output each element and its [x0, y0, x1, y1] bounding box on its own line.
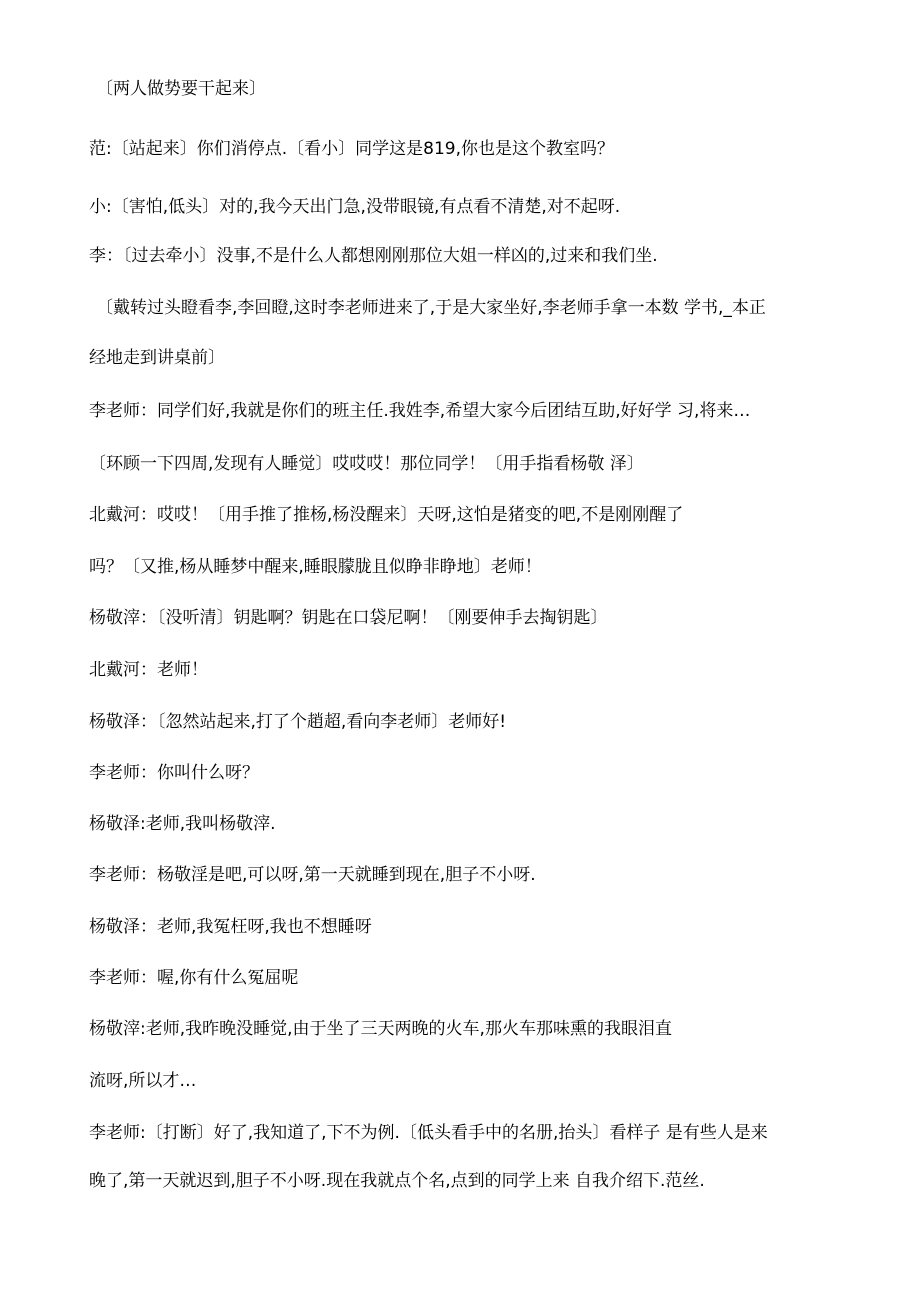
text-line: 杨敬泽：老师,我冤枉呀,我也不想睡呀	[89, 917, 372, 937]
text-line: 北戴河：哎哎！〔用手推了推杨,杨没醒来〕天呀,这怕是猪变的吧,不是刚刚醒了	[89, 505, 684, 525]
text-line: 李：〔过去牵小〕没事,不是什么人都想刚刚那位大姐一样凶的,过来和我们坐.	[89, 246, 658, 266]
text-line: 李老师：喔,你有什么冤屈呢	[89, 968, 299, 988]
text-line: 杨敬泽：〔忽然站起来,打了个趙超,看向李老师〕老师好!	[89, 712, 507, 732]
text-line: 李老师：同学们好,我就是你们的班主任.我姓李,希望大家今后团结互助,好好学 习,将来…	[89, 401, 751, 421]
text-line: 吗？〔又推,杨从睡梦中醒来,睡眼朦胧且似睁非睁地〕老师！	[89, 557, 542, 577]
text-line: 〔戴转过头瞪看李,李回瞪,这时李老师进来了,于是大家坐好,李老师手拿一本数 学书,_本正	[96, 298, 766, 318]
text-line: 李老师：你叫什么呀？	[89, 763, 259, 783]
text-line: 杨敬泽:老师,我叫杨敬滓.	[89, 814, 276, 834]
text-line: 杨敬滓：〔没听清〕钥匙啊？钥匙在口袋尼啊！〔刚要伸手去掏钥匙〕	[89, 608, 608, 628]
text-line: 晚了,第一天就迟到,胆子不小呀.现在我就点个名,点到的同学上来 自我介绍下.范丝.	[89, 1171, 705, 1191]
text-line: 流呀,所以才…	[89, 1071, 197, 1091]
text-line: 小:〔害怕,低头〕对的,我今天出门急,没带眼镜,有点看不清楚,对不起呀.	[89, 197, 621, 217]
text-line: 经地走到讲桌前〕	[89, 348, 225, 368]
text-line: 杨敬滓:老师,我昨晚没睡觉,由于坐了三天两晚的火车,那火车那味熏的我眼泪直	[89, 1019, 672, 1039]
text-line: 李老师:〔打断〕好了,我知道了,下不为例.〔低头看手中的名册,抬头〕看样子 是有些人是来	[89, 1123, 768, 1143]
text-line: 北戴河：老师！	[89, 660, 208, 680]
text-line: 〔环顾一下四周,发现有人睡觉〕哎哎哎！那位同学！〔用手指看杨敬 泽〕	[89, 454, 644, 474]
text-line: 〔两人做势要干起来〕	[96, 79, 266, 99]
text-line: 范:〔站起来〕你们消停点.〔看小〕同学这是819,你也是这个教室吗？	[89, 139, 614, 159]
text-line: 李老师：杨敬淫是吧,可以呀,第一天就睡到现在,胆子不小呀.	[89, 865, 536, 885]
